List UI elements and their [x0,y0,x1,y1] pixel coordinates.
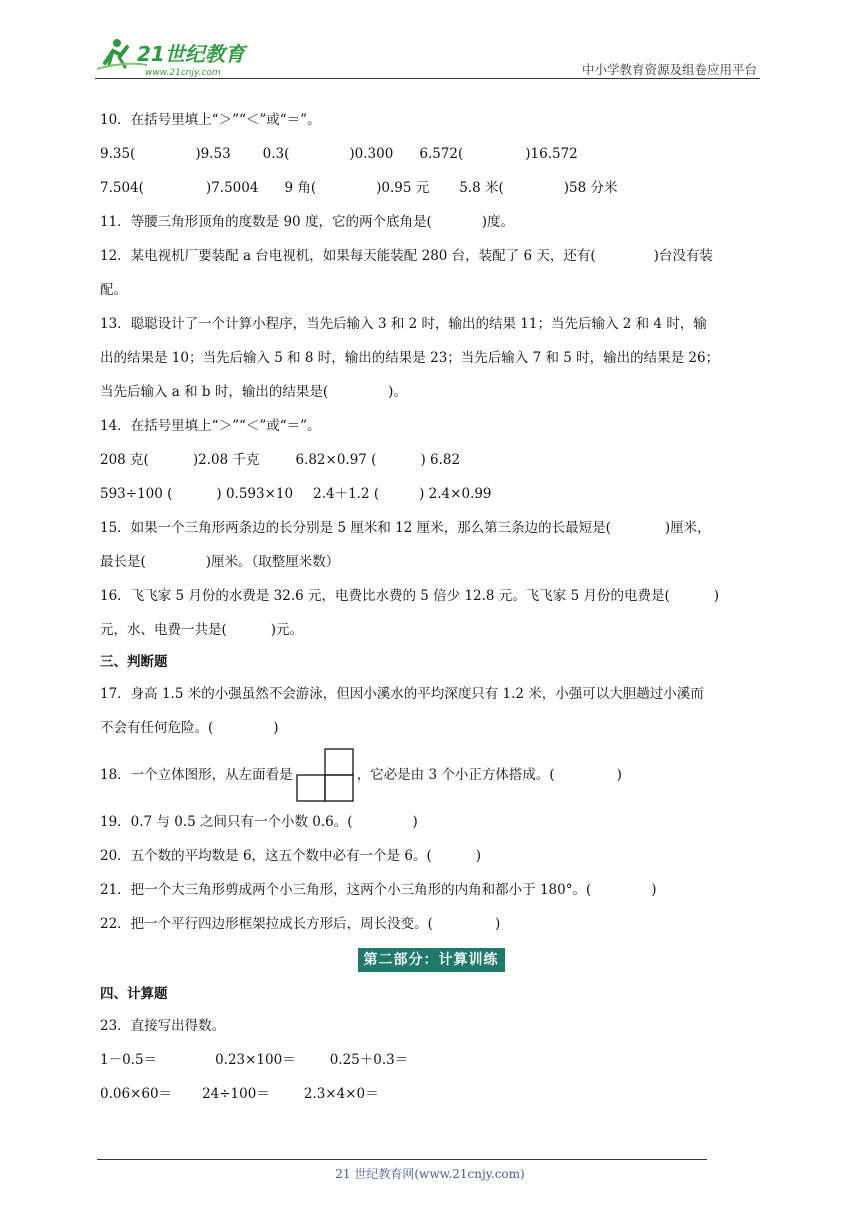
q11-text-b: )度。 [481,214,514,230]
part-2-banner: 第二部分：计算训练 [358,948,505,972]
question-14-row-1 [100,443,762,477]
q14-item-2a: 6.82×0.97 ( [295,452,377,468]
site-logo [95,33,265,79]
q22-text-b: ) [494,916,501,932]
question-11 [100,205,762,239]
q10-item-3b: )16.572 [525,146,578,162]
q14-item-1a: 208 克( [100,452,149,468]
logo-url: www.21cnjy.com [145,68,221,78]
question-22 [100,907,762,941]
question-16-line-1 [100,579,762,613]
q21-text-b: ) [651,882,657,898]
logo-text: 21世纪教育 [137,42,245,66]
q15-text-b: )厘米， [664,520,711,536]
q10-item-1a: 9.35( [100,146,136,162]
question-19 [100,805,762,839]
q14-item-2b: ) 6.82 [420,452,461,468]
q16-text-c: 元，水、电费一共是( [100,622,227,638]
question-13-line-1: 13．聪聪设计了一个计算小程序，当先后输入 3 和 2 时，输出的结果 11；当先后输入 2 和 4 时，输 [100,316,707,332]
calc-item: 1－0.5＝ [100,1052,158,1068]
q17-text-a: 不会有任何危险。( [100,720,214,736]
section-3-title: 三、判断题 [100,654,168,670]
q15-text-a: 15．如果一个三角形两条边的长分别是 5 厘米和 12 厘米，那么第三条边的长最短是( [100,520,611,536]
calc-item: 0.23×100＝ [215,1052,296,1068]
q10-item-4a: 7.504( [100,180,144,196]
q10-item-6b: )58 分米 [563,180,618,196]
question-12-line-2: 配。 [100,282,127,298]
calc-item: 0.25＋0.3＝ [329,1052,409,1068]
q12-text-a: 12．某电视机厂要装配 a 台电视机，如果每天能装配 280 台，装配了 6 天，还有( [100,248,596,264]
header-platform-text: 中小学教育资源及组卷应用平台 [581,62,757,77]
question-10-stem: 10．在括号里填上“＞”“＜”或“＝”。 [100,112,321,128]
q10-item-4b: )7.5004 [205,180,259,196]
question-17-line-2 [100,711,762,745]
q12-text-b: )台没有装 [653,248,713,264]
q13-text-b: )。 [388,384,407,400]
q14-item-4b: ) 2.4×0.99 [419,486,492,502]
q10-item-5a: 9 角( [284,180,317,196]
footer-text: 21 世纪教育网(www.21cnjy.com) [335,1167,525,1181]
question-10-row-2 [100,171,762,205]
question-14-row-2 [100,477,762,511]
q16-text-d: )元。 [270,622,304,638]
q19-text-b: ) [412,814,418,830]
q10-item-3a: 6.572( [419,146,464,162]
worksheet-content [100,103,762,1111]
question-17-line-1: 17．身高 1.5 米的小强虽然不会游泳，但因小溪水的平均深度只有 1.2 米，小强可以大胆趟过小溪而 [100,686,704,702]
question-13-line-2: 出的结果是 10；当先后输入 5 和 8 时，输出的结果是 23；当先后输入 7 和 5 时，输出的结果是 26； [100,350,720,366]
calc-item: 24÷100＝ [202,1086,270,1102]
question-23-row-1 [100,1043,762,1077]
q21-text-a: 21．把一个大三角形剪成两个小三角形，这两个小三角形的内角和都小于 180°。( [100,882,592,898]
q16-text-b: ) [713,588,720,604]
question-14-stem: 14．在括号里填上“＞”“＜”或“＝”。 [100,418,321,434]
q20-text-b: ) [475,848,481,864]
q10-item-2a: 0.3( [262,146,290,162]
question-23-stem: 23．直接写出得数。 [100,1018,226,1034]
q18-text-b: ，它必是由 3 个小正方体搭成。( [356,767,555,783]
question-15-line-1 [100,511,762,545]
q10-item-2b: )0.300 [349,146,394,162]
question-21 [100,873,762,907]
q15-text-c: 最长是( [100,554,146,570]
q20-text-a: 20．五个数的平均数是 6，这五个数中必有一个是 6。( [100,848,432,864]
q16-text-a: 16．飞飞家 5 月份的水费是 32.6 元，电费比水费的 5 倍少 12.8 元。飞飞家 5 月份的电费是( [100,588,670,604]
question-15-line-2 [100,545,762,579]
calc-item: 2.3×4×0＝ [303,1086,379,1102]
q10-item-6a: 5.8 米( [459,180,504,196]
q13-text-a: 当先后输入 a 和 b 时，输出的结果是( [100,384,329,400]
q18-text-a: 18．一个立体图形，从左面看是 [100,767,293,783]
q10-item-5b: )0.95 元 [376,180,430,196]
left-view-figure [295,747,355,803]
q14-item-3b: ) 0.593×10 [216,486,294,502]
footer-divider [97,1159,707,1160]
question-10-row-1 [100,137,762,171]
section-4-title: 四、计算题 [100,986,168,1002]
question-13-line-3 [100,375,762,409]
q14-item-4a: 2.4＋1.2 ( [313,486,380,502]
q19-text-a: 19．0.7 与 0.5 之间只有一个小数 0.6。( [100,814,353,830]
question-16-line-2 [100,613,762,647]
q11-text-a: 11．等腰三角形顶角的度数是 90 度，它的两个底角是( [100,214,432,230]
part-2-row [100,941,762,979]
question-12-line-1 [100,239,762,273]
question-23-row-2 [100,1077,762,1111]
q18-text-c: ) [616,767,622,783]
calc-item: 0.06×60＝ [100,1086,173,1102]
q10-item-1b: )9.53 [195,146,231,162]
header-divider [95,78,760,79]
q15-text-d: )厘米。（取整厘米数） [205,554,340,570]
q14-item-1b: )2.08 千克 [192,452,260,468]
q17-text-b: ) [273,720,279,736]
q22-text-a: 22．把一个平行四边形框架拉成长方形后，周长没变。( [100,916,433,932]
question-20 [100,839,762,873]
question-18 [100,745,762,805]
q14-item-3a: 593÷100 ( [100,486,173,502]
